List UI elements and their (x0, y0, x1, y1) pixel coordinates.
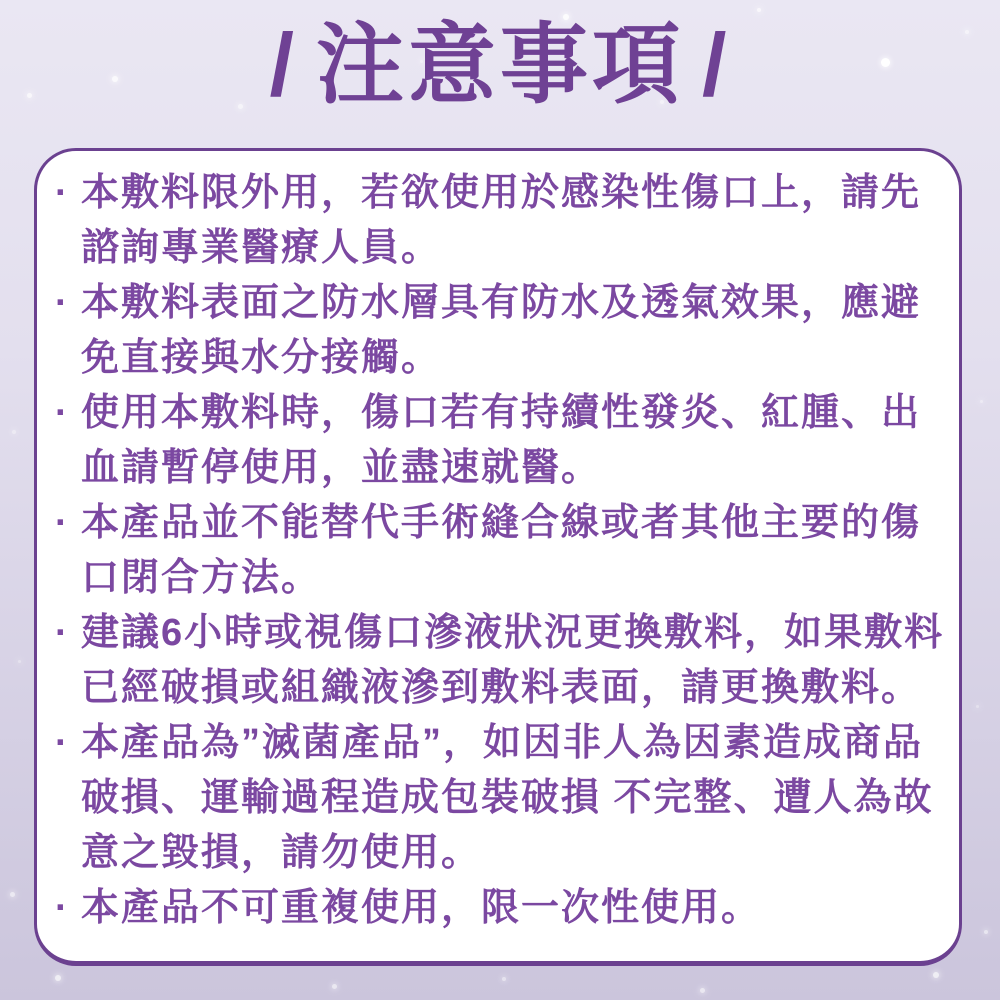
sparkle-dot (12, 430, 16, 434)
title-text: 注意事項 (315, 15, 684, 114)
page-title (0, 14, 1000, 115)
sparkle-dot (18, 660, 21, 663)
title-slash-left: / (269, 15, 298, 114)
notice-card (34, 148, 962, 966)
bullet-dot-icon: · (55, 502, 70, 544)
notice-item (51, 496, 951, 606)
sparkle-dot (55, 975, 61, 981)
notice-item-text: 本產品並不能替代手術縫合線或者其他主要的傷口閉合方法。 (81, 502, 922, 599)
bullet-dot-icon: · (55, 722, 70, 764)
sparkle-dot (980, 400, 983, 403)
notice-item-text: 本敷料表面之防水層具有防水及透氣效果，應避免直接與水分接觸。 (81, 282, 922, 379)
notice-item (51, 386, 951, 496)
sparkle-dot (10, 892, 15, 897)
notice-item (51, 881, 951, 936)
sparkle-dot (700, 988, 705, 993)
notice-item (51, 166, 951, 276)
bullet-dot-icon: · (55, 612, 70, 654)
sparkle-dot (984, 930, 988, 934)
sparkle-dot (757, 8, 761, 12)
notice-item-text: 使用本敷料時，傷口若有持續性發炎、紅腫、出血請暫停使用，並盡速就醫。 (81, 392, 922, 489)
notice-item-text: 本敷料限外用，若欲使用於感染性傷口上，請先諮詢專業醫療人員。 (81, 172, 922, 269)
bullet-dot-icon: · (55, 887, 70, 929)
notice-item-text: 本產品不可重複使用，限一次性使用。 (81, 887, 762, 929)
bullet-dot-icon: · (55, 172, 70, 214)
title-slash-right: / (702, 15, 731, 114)
sparkle-dot (976, 705, 979, 708)
sparkle-dot (332, 984, 337, 989)
notice-item-text: 本產品為”滅菌產品”，如因非人為因素造成商品破損、運輸過程造成包裝破損 不完整、遭人為故意之毀損，請勿使用。 (81, 722, 934, 874)
bullet-dot-icon: · (55, 392, 70, 434)
sparkle-dot (502, 977, 506, 981)
notice-item (51, 276, 951, 386)
notice-item-text: 建議6小時或視傷口滲液狀況更換敷料，如果敷料已經破損或組織液滲到敷料表面，請更換敷料。 (81, 612, 945, 709)
sparkle-dot (933, 972, 939, 978)
bullet-dot-icon: · (55, 282, 70, 324)
notice-list (51, 166, 951, 936)
notice-item (51, 716, 951, 881)
notice-item (51, 606, 951, 716)
